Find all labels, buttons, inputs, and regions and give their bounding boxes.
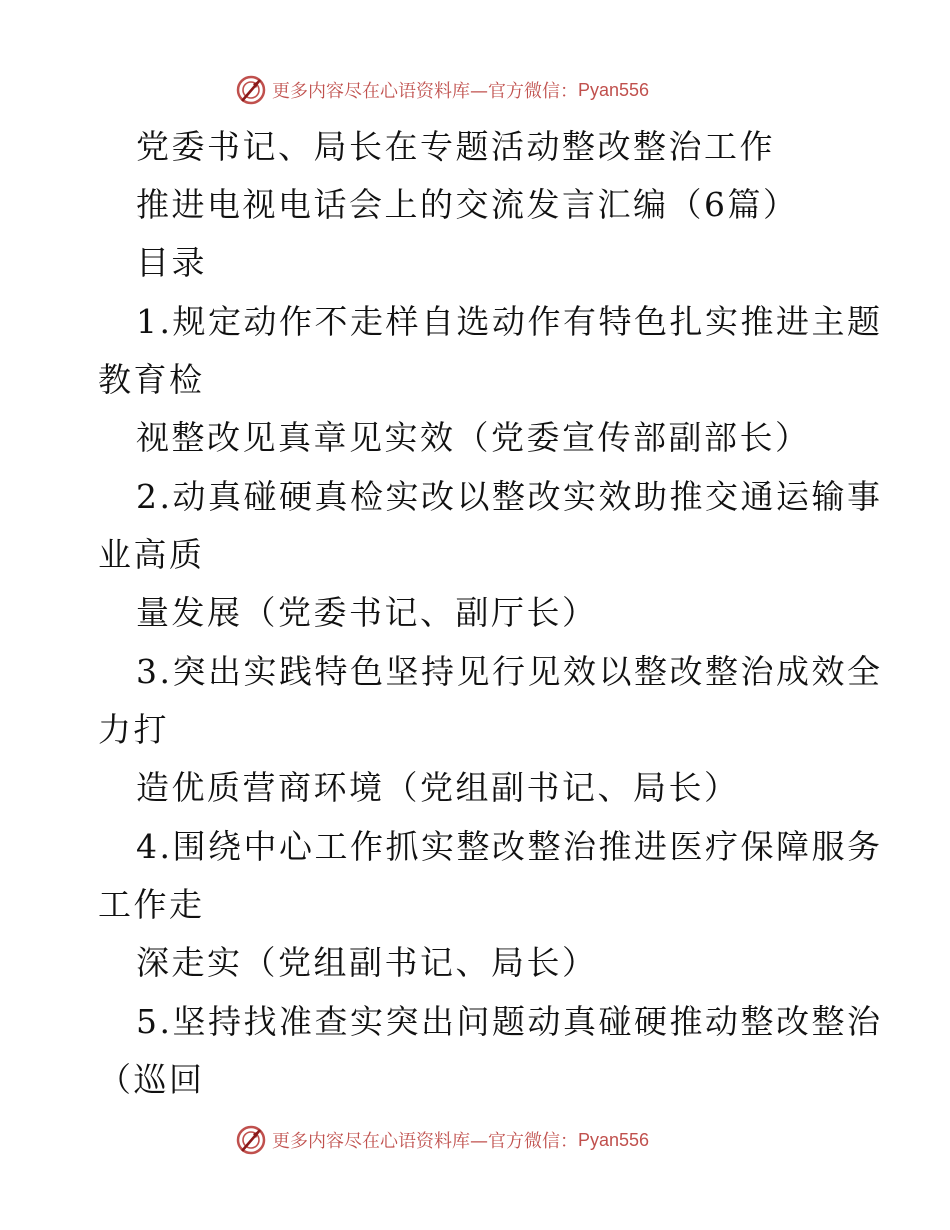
toc-item-4-line-1: 4.围绕中心工作抓实整改整治推进医疗保障服务 — [136, 827, 883, 866]
toc-item-3-line-2: 力打 — [98, 710, 169, 749]
watermark-text: 更多内容尽在心语资料库—官方微信： — [272, 1131, 578, 1152]
watermark-handle: Pyan556 — [578, 1129, 650, 1150]
watermark-text: 更多内容尽在心语资料库—官方微信： — [272, 81, 578, 102]
feather-logo-icon — [236, 1125, 266, 1155]
toc-item-5-line-1: 5.坚持找准查实突出问题动真碰硬推动整改整治 — [136, 1002, 883, 1041]
toc-item-2-line-1: 2.动真碰硬真检实改以整改实效助推交通运输事 — [136, 477, 883, 516]
document-title-line-2: 推进电视电话会上的交流发言汇编（6篇） — [136, 185, 799, 224]
toc-item-1-line-1: 1.规定动作不走样自选动作有特色扎实推进主题 — [136, 302, 883, 341]
toc-item-3-line-1: 3.突出实践特色坚持见行见效以整改整治成效全 — [136, 652, 883, 691]
watermark-handle: Pyan556 — [578, 79, 650, 100]
feather-logo-icon — [236, 75, 266, 105]
toc-item-1-line-2: 教育检 — [98, 360, 205, 399]
toc-item-1-line-3: 视整改见真章见实效（党委宣传部副部长） — [136, 418, 811, 457]
watermark-footer — [236, 1122, 649, 1158]
toc-item-4-line-2: 工作走 — [98, 885, 205, 924]
toc-item-3-line-3: 造优质营商环境（党组副书记、局长） — [136, 768, 740, 807]
document-title-line-1: 党委书记、局长在专题活动整改整治工作 — [136, 127, 775, 166]
toc-item-5-line-2: （巡回 — [98, 1060, 205, 1099]
toc-heading: 目录 — [136, 243, 207, 282]
toc-item-2-line-3: 量发展（党委书记、副厅长） — [136, 593, 598, 632]
watermark-header — [236, 72, 649, 108]
toc-item-4-line-3: 深走实（党组副书记、局长） — [136, 943, 598, 982]
toc-item-2-line-2: 业高质 — [98, 535, 205, 574]
